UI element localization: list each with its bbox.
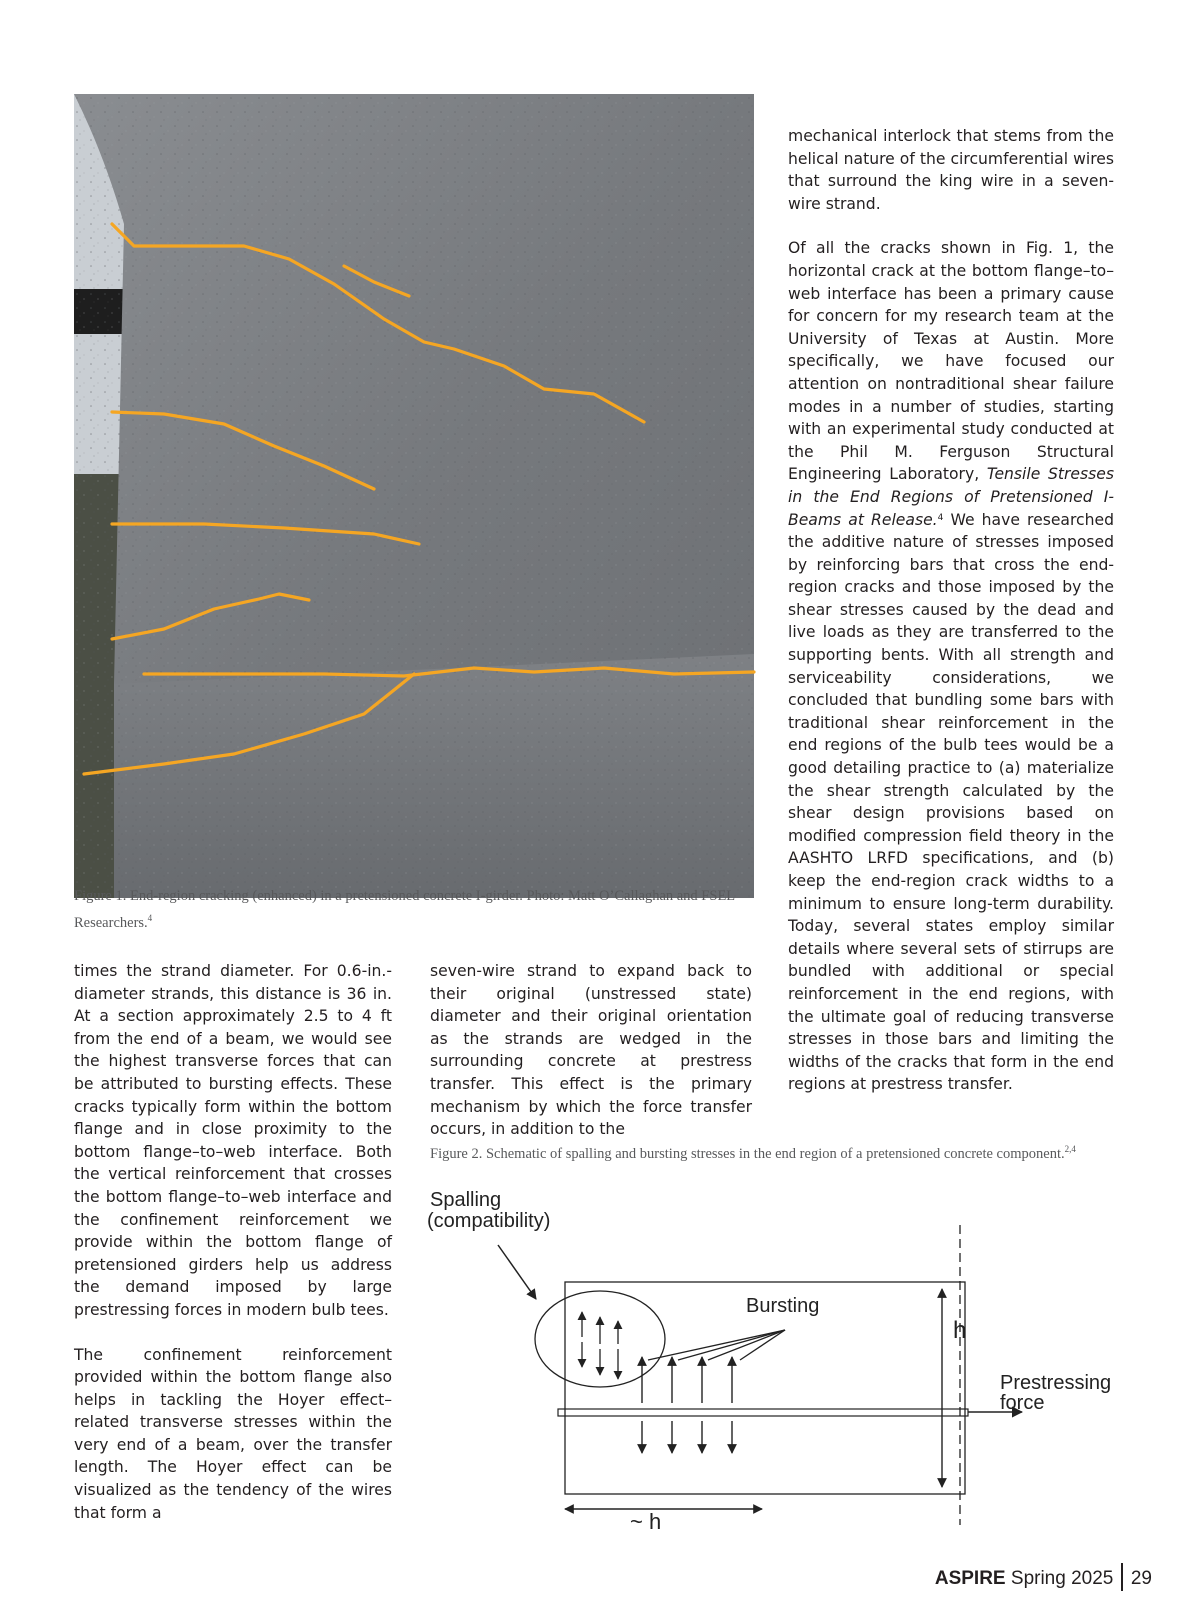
page-footer bbox=[935, 1565, 1152, 1593]
spalling-label: Spalling bbox=[430, 1189, 502, 1211]
spalling-bursting-schematic bbox=[427, 1189, 1170, 1534]
spalling-stress-arrows bbox=[582, 1312, 618, 1379]
paragraph: seven-wire strand to expand back to their original (unstressed state) diameter and their original orientation as the strands are wedged in the surrounding concrete at prestress transfer. This effect is the primary mechanism by which the force transfer occurs, in addition to the bbox=[430, 962, 752, 1139]
prestressing-label: Prestressing bbox=[1000, 1372, 1112, 1394]
paragraph: times the strand diameter. For 0.6-in.-diameter strands, this distance is 36 in. At a section approximately 2.5 to 4 ft from the end of a beam, we would see the highest transverse forces that can be attributed to bursting effects. These cracks typically form within the bottom flange and in close proximity to the bottom flange–to–web interface. Both the vertical reinforcement that crosses the bottom flange–to–web interface and the confinement reinforcement we provide within the bottom flange of pretensioned girders help us address the demand imposed by large prestressing forces in modern bulb tees. bbox=[74, 962, 392, 1319]
strand bbox=[558, 1409, 968, 1416]
girder-photo-illustration bbox=[74, 94, 754, 898]
footer-divider bbox=[1121, 1563, 1123, 1591]
h-label: h bbox=[953, 1317, 967, 1344]
article-column-left bbox=[74, 960, 392, 1524]
paragraph: Of all the cracks shown in Fig. 1, the horizontal crack at the bottom flange–to–web interface has been a primary cause for concern for my research team at the University of Texas at Austin. More specifically, we have focused our attention on nontraditional shear failure modes in a number of studies, starting with an experimental study conducted at the Phil M. Ferguson Structural Engineering Laboratory, Tensile Stresses in the End Regions of Pretensioned I-Beams at Release.$^4$ We have researched the additive nature of stresses imposed by reinforcing bars that cross the end-region cracks and those imposed by the shear stresses caused by the dead and live loads as they are transferred to the supporting bents. With all strength and serviceability considerations, we concluded that bundling some bars with traditional shear reinforcement in the end regions of the bulb tees would be a good detailing practice to (a) materialize the shear strength calculated by the shear design provisions based on modified compression field theory in the AASHTO LRFD specifications, and (b) keep the end-region crack widths to a minimum to ensure long-term durability. Today, several states employ similar details where several sets of stirrups are bundled with additional or special reinforcement in the end regions, with the ultimate goal of reducing transverse stresses in those bars and limiting the widths of the cracks that form in the end regions at prestress transfer. bbox=[788, 239, 1114, 1094]
bursting-pointer-lines bbox=[648, 1330, 785, 1360]
article-column-right bbox=[788, 125, 1114, 1096]
approx-h-label: ~ h bbox=[630, 1509, 662, 1534]
bursting-label: Bursting bbox=[746, 1295, 820, 1317]
figure2-caption: Figure 2. Schematic of spalling and bursting stresses in the end region of a pretensioned concrete component.$^{2,4}$ bbox=[430, 1144, 1076, 1162]
page-number: 29 bbox=[1130, 1568, 1152, 1590]
force-label: force bbox=[1000, 1392, 1045, 1414]
figure2-diagram bbox=[427, 1189, 1170, 1534]
figure1-caption: Figure 1. End-region cracking (enhanced) in a pretensioned concrete I-girder. Photo: Matt O’Callaghan and FSEL Researchers.$^4$ bbox=[74, 888, 735, 931]
article-column-middle bbox=[430, 960, 752, 1141]
paragraph: The confinement reinforcement provided within the bottom flange also helps in tackling the Hoyer effect–related transverse stresses within the very end of a beam, over the transfer length. The Hoyer effect can be visualized as the tendency of the wires that form a bbox=[74, 1345, 392, 1522]
magazine-name: ASPIRE bbox=[934, 1568, 1006, 1590]
bursting-stress-arrows bbox=[642, 1357, 732, 1453]
compatibility-label: (compatibility) bbox=[427, 1210, 551, 1232]
spalling-pointer-arrow bbox=[498, 1245, 536, 1299]
issue-label: Spring 2025 bbox=[1010, 1568, 1114, 1590]
figure1-photo bbox=[74, 94, 754, 898]
paragraph: mechanical interlock that stems from the helical nature of the circumferential wires that surround the king wire in a seven-wire strand. bbox=[788, 127, 1114, 213]
